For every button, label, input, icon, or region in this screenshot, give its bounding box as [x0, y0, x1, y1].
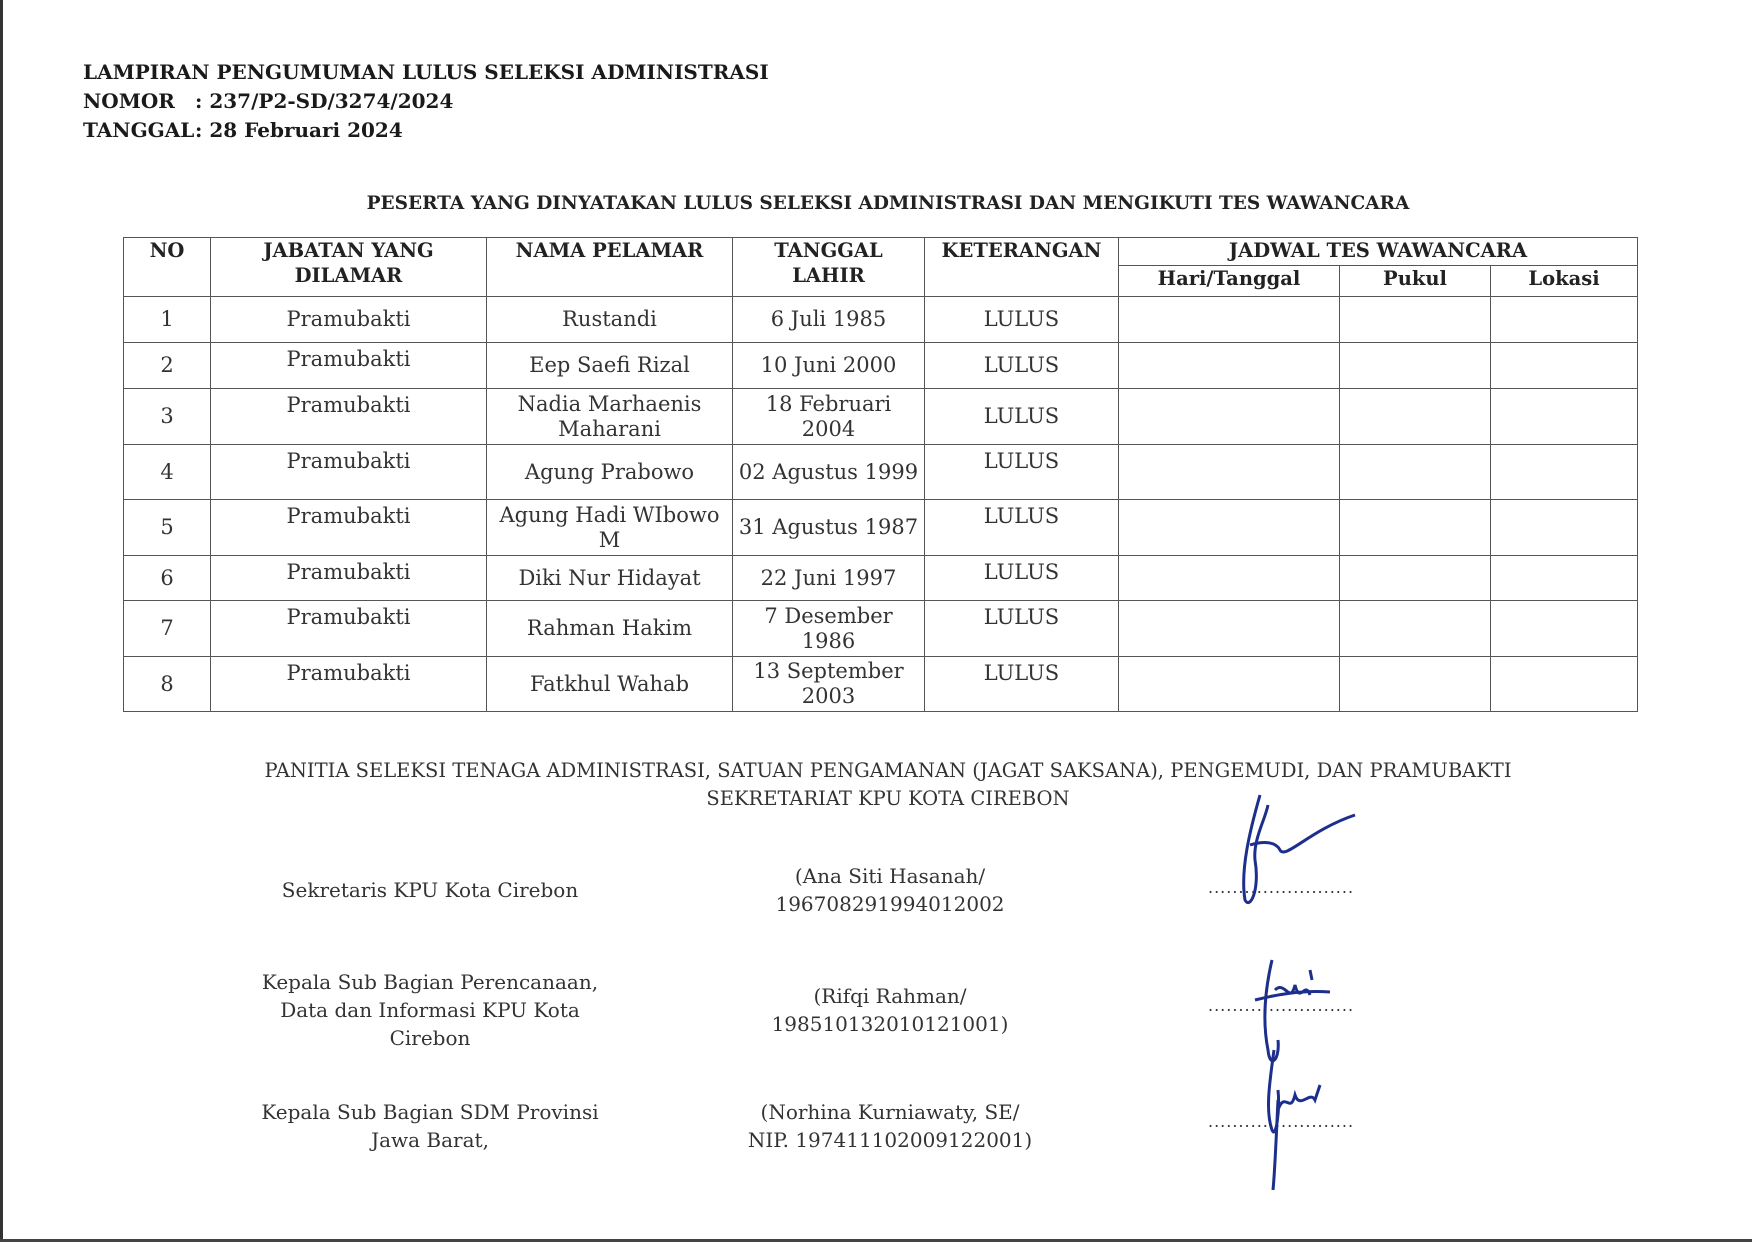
cell-keterangan: LULUS	[925, 601, 1119, 657]
signatory-3-nip: NIP. 197411102009122001)	[747, 1128, 1033, 1152]
cell-pukul	[1340, 297, 1491, 343]
nomor-value: : 237/P2-SD/3274/2024	[195, 89, 454, 113]
header-no: NO	[124, 238, 211, 297]
cell-tanggal-lahir: 10 Juni 2000	[733, 343, 925, 389]
cell-keterangan: LULUS	[925, 500, 1119, 556]
table-title: PESERTA YANG DINYATAKAN LULUS SELEKSI ADMINISTRASI DAN MENGIKUTI TES WAWANCARA	[366, 193, 1410, 214]
signatory-2-name-line1: (Rifqi Rahman/	[813, 984, 967, 1008]
cell-nama: Rustandi	[487, 297, 733, 343]
header-keterangan: KETERANGAN	[925, 238, 1119, 297]
cell-tanggal-lahir: 6 Juli 1985	[733, 297, 925, 343]
scan-edge-left	[0, 0, 3, 1242]
cell-hari	[1119, 601, 1340, 657]
cell-hari	[1119, 500, 1340, 556]
header-pukul: Pukul	[1340, 266, 1491, 297]
cell-jabatan: Pramubakti	[211, 657, 487, 712]
cell-jabatan: Pramubakti	[211, 343, 487, 389]
cell-hari	[1119, 657, 1340, 712]
signatory-1-nip: 196708291994012002	[775, 892, 1005, 916]
cell-lokasi	[1491, 445, 1638, 500]
cell-pukul	[1340, 657, 1491, 712]
cell-keterangan: LULUS	[925, 389, 1119, 445]
cell-nama: Agung Prabowo	[487, 445, 733, 500]
cell-no: 3	[124, 389, 211, 445]
cell-jabatan: Pramubakti	[211, 601, 487, 657]
signatory-2-position-text: Kepala Sub Bagian Perencanaan, Data dan Informasi KPU Kota Cirebon	[261, 970, 599, 1050]
signatory-2-name	[690, 982, 1090, 1038]
tanggal-label: TANGGAL	[83, 118, 195, 142]
cell-jabatan: Pramubakti	[211, 445, 487, 500]
signature-1-image	[1220, 790, 1370, 910]
cell-tanggal-lahir: 02 Agustus 1999	[733, 445, 925, 500]
table-row	[124, 389, 1638, 445]
table-row	[124, 556, 1638, 601]
header-hari: Hari/Tanggal	[1119, 266, 1340, 297]
cell-lokasi	[1491, 343, 1638, 389]
table-row	[124, 601, 1638, 657]
signature-2-3-image	[1250, 950, 1340, 1190]
participants-table	[123, 237, 1638, 712]
cell-hari	[1119, 556, 1340, 601]
signatory-3-position	[230, 1098, 630, 1154]
tanggal-line	[83, 118, 403, 142]
cell-hari	[1119, 343, 1340, 389]
cell-jabatan: Pramubakti	[211, 500, 487, 556]
cell-nama: Agung Hadi WIbowo M	[487, 500, 733, 556]
cell-hari	[1119, 297, 1340, 343]
table-row	[124, 657, 1638, 712]
cell-no: 4	[124, 445, 211, 500]
cell-nama: Fatkhul Wahab	[487, 657, 733, 712]
cell-pukul	[1340, 556, 1491, 601]
cell-lokasi	[1491, 500, 1638, 556]
cell-lokasi	[1491, 297, 1638, 343]
cell-nama: Rahman Hakim	[487, 601, 733, 657]
cell-tanggal-lahir: 13 September 2003	[733, 657, 925, 712]
cell-no: 7	[124, 601, 211, 657]
header-tanggal-lahir: TANGGAL LAHIR	[733, 238, 925, 297]
cell-pukul	[1340, 389, 1491, 445]
signatory-3-name	[690, 1098, 1090, 1154]
table-row	[124, 297, 1638, 343]
cell-no: 6	[124, 556, 211, 601]
cell-no: 2	[124, 343, 211, 389]
cell-tanggal-lahir: 31 Agustus 1987	[733, 500, 925, 556]
signatory-1-name-line1: (Ana Siti Hasanah/	[794, 864, 986, 888]
cell-no: 5	[124, 500, 211, 556]
cell-pukul	[1340, 343, 1491, 389]
cell-tanggal-lahir: 18 Februari 2004	[733, 389, 925, 445]
nomor-label: NOMOR	[83, 89, 175, 113]
signatory-2-nip: 198510132010121001)	[771, 1012, 1009, 1036]
cell-keterangan: LULUS	[925, 445, 1119, 500]
doc-heading: LAMPIRAN PENGUMUMAN LULUS SELEKSI ADMINISTRASI	[83, 60, 769, 84]
signatory-1-name	[690, 862, 1090, 918]
cell-no: 1	[124, 297, 211, 343]
cell-jabatan: Pramubakti	[211, 297, 487, 343]
table-row	[124, 500, 1638, 556]
table-row	[124, 445, 1638, 500]
cell-keterangan: LULUS	[925, 556, 1119, 601]
cell-jabatan: Pramubakti	[211, 556, 487, 601]
tanggal-value: : 28 Februari 2024	[195, 118, 403, 142]
committee-block	[0, 757, 1752, 813]
cell-no: 8	[124, 657, 211, 712]
signatory-2-dots: ........................	[1208, 996, 1355, 1015]
cell-nama: Diki Nur Hidayat	[487, 556, 733, 601]
committee-line-1: PANITIA SELEKSI TENAGA ADMINISTRASI, SATUAN PENGAMANAN (JAGAT SAKSANA), PENGEMUDI, DAN PRAMUBAKTI	[264, 759, 1512, 782]
cell-tanggal-lahir: 22 Juni 1997	[733, 556, 925, 601]
cell-pukul	[1340, 601, 1491, 657]
nomor-line	[83, 89, 453, 113]
cell-lokasi	[1491, 657, 1638, 712]
cell-pukul	[1340, 500, 1491, 556]
header-jabatan: JABATAN YANG DILAMAR	[211, 238, 487, 297]
cell-lokasi	[1491, 556, 1638, 601]
cell-nama: Nadia Marhaenis Maharani	[487, 389, 733, 445]
cell-keterangan: LULUS	[925, 297, 1119, 343]
header-nama: NAMA PELAMAR	[487, 238, 733, 297]
signatory-3-name-line1: (Norhina Kurniawaty, SE/	[760, 1100, 1020, 1124]
cell-lokasi	[1491, 601, 1638, 657]
signatory-3-position-text: Kepala Sub Bagian SDM Provinsi Jawa Barat,	[261, 1100, 599, 1152]
cell-keterangan: LULUS	[925, 657, 1119, 712]
cell-hari	[1119, 389, 1340, 445]
cell-nama: Eep Saefi Rizal	[487, 343, 733, 389]
cell-pukul	[1340, 445, 1491, 500]
cell-keterangan: LULUS	[925, 343, 1119, 389]
signatory-1-dots: ........................	[1208, 878, 1355, 897]
cell-hari	[1119, 445, 1340, 500]
signatory-2-position	[230, 968, 630, 1052]
table-row	[124, 343, 1638, 389]
committee-line-2: SEKRETARIAT KPU KOTA CIREBON	[706, 787, 1070, 810]
cell-lokasi	[1491, 389, 1638, 445]
signatory-1-position: Sekretaris KPU Kota Cirebon	[281, 878, 579, 902]
cell-jabatan: Pramubakti	[211, 389, 487, 445]
cell-tanggal-lahir: 7 Desember 1986	[733, 601, 925, 657]
header-jadwal: JADWAL TES WAWANCARA	[1119, 238, 1638, 266]
signatory-3-dots: ........................	[1208, 1112, 1355, 1131]
header-lokasi: Lokasi	[1491, 266, 1638, 297]
